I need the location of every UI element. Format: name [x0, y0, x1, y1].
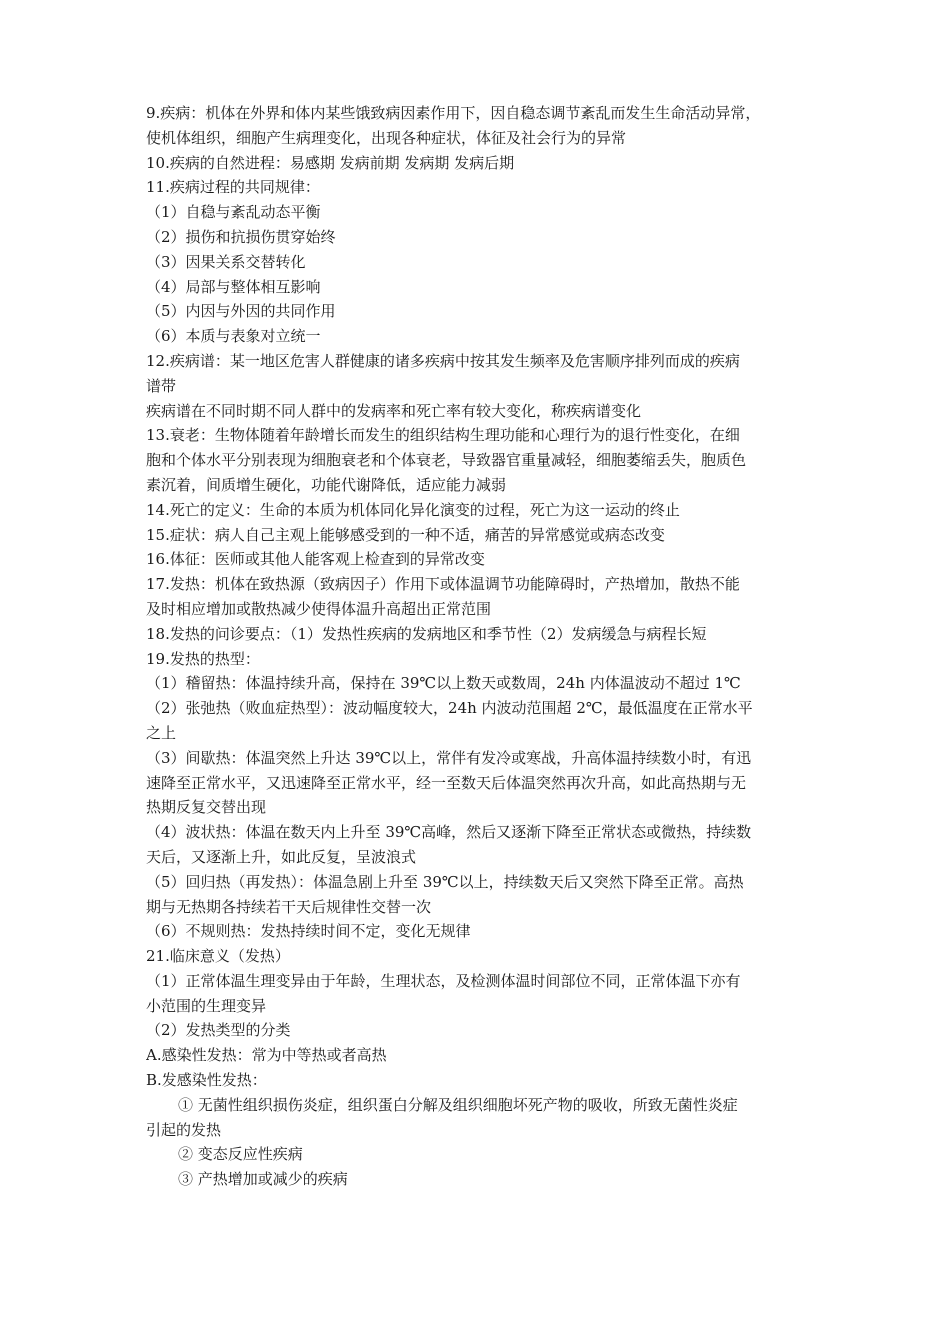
- text-line: （5）回归热（再发热）：体温急剧上升至 39℃以上，持续数天后又突然下降至正常。高热: [146, 872, 744, 891]
- text-line: 速降至正常水平，又迅速降至正常水平，经一至数天后体温突然再次升高，如此高热期与无: [146, 773, 747, 792]
- text-line: ② 变态反应性疾病: [178, 1145, 303, 1164]
- text-line: 疾病谱在不同时期不同人群中的发病率和死亡率有较大变化，称疾病谱变化: [146, 401, 642, 420]
- text-line: 16.体征：医师或其他人能客观上检查到的异常改变: [146, 550, 485, 569]
- document-page: [146, 101, 814, 1192]
- text-line: 9.疾病：机体在外界和体内某些饿致病因素作用下，因自稳态调节紊乱而发生生命活动异常，: [146, 104, 761, 122]
- text-line: ③ 产热增加或减少的疾病: [178, 1170, 348, 1189]
- text-line: 18.发热的问诊要点：（1）发热性疾病的发病地区和季节性（2）发病缓急与病程长短: [146, 624, 707, 643]
- text-line: 天后，又逐渐上升，如此反复，呈波浪式: [146, 847, 417, 866]
- text-line: （4）局部与整体相互影响: [146, 277, 321, 296]
- text-line: 19.发热的热型：: [146, 649, 260, 668]
- text-line: 14.死亡的定义：生命的本质为机体同化异化演变的过程，死亡为这一运动的终止: [146, 500, 680, 519]
- text-line: （4）波状热：体温在数天内上升至 39℃高峰，然后又逐渐下降至正常状态或微热，持续数: [146, 823, 752, 842]
- text-line: （6）本质与表象对立统一: [146, 327, 321, 346]
- text-line: 使机体组织，细胞产生病理变化，出现各种症状，体征及社会行为的异常: [146, 128, 627, 147]
- text-line: B.发感染性发热：: [146, 1071, 267, 1090]
- text-line: 13.衰老：生物体随着年龄增长而发生的组织结构生理功能和心理行为的退行性变化，在细: [146, 426, 740, 445]
- text-line: （2）张弛热（败血症热型）：波动幅度较大，24h 内波动范围超 2℃，最低温度在正常水平: [146, 699, 753, 718]
- text-line: 期与无热期各持续若干天后规律性交替一次: [146, 897, 432, 916]
- text-line: 素沉着，间质增生硬化，功能代谢降低，适应能力减弱: [146, 475, 507, 494]
- text-line: （1）自稳与紊乱动态平衡: [146, 203, 321, 222]
- text-line: 引起的发热: [146, 1120, 222, 1139]
- text-line: 10.疾病的自然进程：易感期 发病前期 发病期 发病后期: [146, 153, 515, 172]
- text-line: A.感染性发热：常为中等热或者高热: [146, 1046, 387, 1065]
- text-line: 及时相应增加或散热减少使得体温升高超出正常范围: [146, 599, 492, 618]
- text-line: （2）发热类型的分类: [146, 1021, 291, 1040]
- text-line: 11.疾病过程的共同规律：: [146, 178, 320, 197]
- text-line: （6）不规则热：发热持续时间不定，变化无规律: [146, 922, 471, 941]
- text-line: （2）损伤和抗损伤贯穿始终: [146, 227, 336, 246]
- text-line: 21.临床意义（发热）: [146, 947, 290, 966]
- text-line: （3）间歇热：体温突然上升达 39℃以上，常伴有发冷或寒战，升高体温持续数小时，有迅: [146, 748, 752, 767]
- text-line: ① 无菌性组织损伤炎症，组织蛋白分解及组织细胞坏死产物的吸收，所致无菌性炎症: [178, 1095, 738, 1114]
- text-line: （1）正常体温生理变异由于年龄，生理状态，及检测体温时间部位不同，正常体温下亦有: [146, 971, 741, 990]
- text-line: （1）稽留热：体温持续升高，保持在 39℃以上数天或数周，24h 内体温波动不超过 1℃: [146, 674, 741, 693]
- text-line: 胞和个体水平分别表现为细胞衰老和个体衰老，导致器官重量减轻，细胞萎缩丢失，胞质色: [146, 451, 747, 470]
- text-line: 17.发热：机体在致热源（致病因子）作用下或体温调节功能障碍时，产热增加，散热不能: [146, 575, 740, 594]
- text-line: 谱带: [146, 376, 177, 395]
- text-line: 之上: [146, 723, 177, 742]
- text-line: （3）因果关系交替转化: [146, 252, 306, 271]
- text-line: 热期反复交替出现: [146, 798, 267, 817]
- text-line: 15.症状：病人自己主观上能够感受到的一种不适，痛苦的异常感觉或病态改变: [146, 525, 665, 544]
- text-line: （5）内因与外因的共同作用: [146, 302, 336, 321]
- text-line: 小范围的生理变异: [146, 996, 267, 1015]
- text-line: 12.疾病谱：某一地区危害人群健康的诸多疾病中按其发生频率及危害顺序排列而成的疾病: [146, 351, 740, 370]
